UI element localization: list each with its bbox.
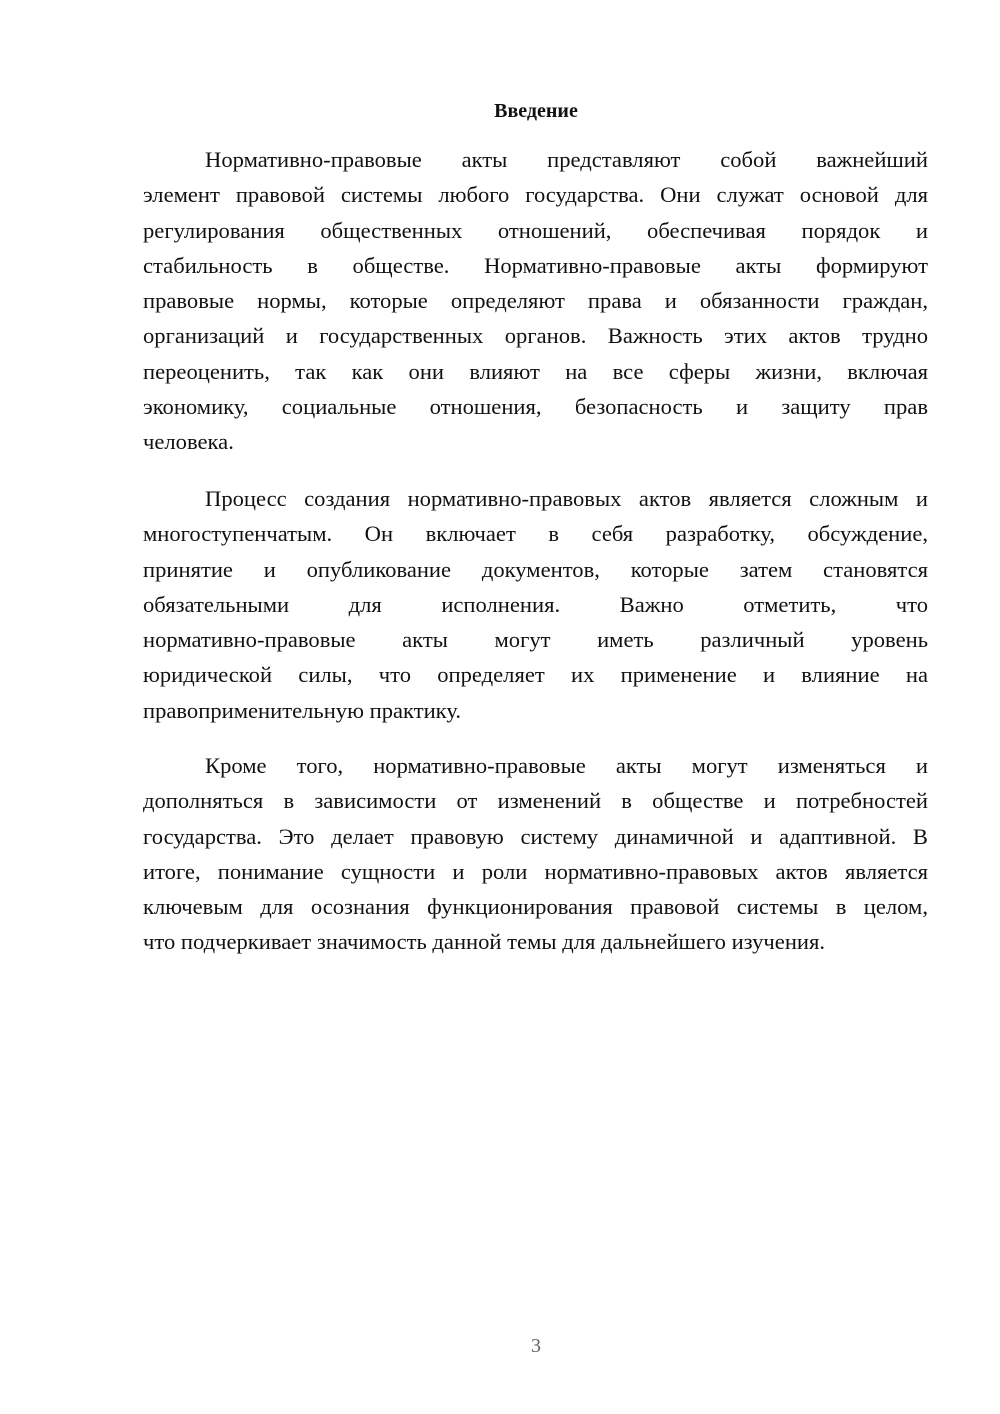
paragraph-line: обязательными для исполнения. Важно отметить, что: [143, 591, 928, 617]
paragraph-1: [143, 142, 928, 460]
paragraph-line: организаций и государственных органов. Важность этих актов трудно: [143, 323, 928, 349]
paragraph-line: многоступенчатым. Он включает в себя разработку, обсуждение,: [143, 521, 928, 547]
paragraph-line: стабильность в обществе. Нормативно-правовые акты формируют: [143, 252, 928, 278]
paragraph-2: [143, 481, 928, 728]
paragraph-line: Нормативно-правовые акты представляют собой важнейший: [205, 147, 928, 172]
paragraph-line: правовые нормы, которые определяют права и обязанности граждан,: [143, 288, 928, 314]
paragraph-line: юридической силы, что определяет их применение и влияние на: [143, 662, 928, 688]
paragraph-line: Кроме того, нормативно-правовые акты могут изменяться и: [205, 753, 928, 778]
paragraph-line: принятие и опубликование документов, которые затем становятся: [143, 556, 928, 582]
paragraph-line: что подчеркивает значимость данной темы для дальнейшего изучения.: [143, 929, 826, 955]
paragraph-line: ключевым для осознания функционирования правовой системы в целом,: [143, 894, 928, 920]
page-number: 3: [531, 1335, 541, 1357]
paragraph-line: правоприменительную практику.: [143, 697, 462, 723]
section-title: Введение: [494, 100, 578, 122]
paragraph-line: итоге, понимание сущности и роли нормативно-правовых актов является: [143, 858, 928, 884]
paragraph-line: человека.: [143, 429, 234, 455]
paragraph-line: переоценить, так как они влияют на все сферы жизни, включая: [143, 358, 928, 384]
paragraph-line: регулирования общественных отношений, обеспечивая порядок и: [143, 217, 928, 243]
paragraph-line: элемент правовой системы любого государства. Они служат основой для: [143, 182, 928, 208]
paragraph-3: [143, 748, 928, 960]
paragraph-line: государства. Это делает правовую систему динамичной и адаптивной. В: [143, 823, 928, 849]
paragraph-line: дополняться в зависимости от изменений в обществе и потребностей: [143, 788, 928, 814]
paragraph-line: нормативно-правовые акты могут иметь различный уровень: [143, 627, 928, 653]
paragraph-line: Процесс создания нормативно-правовых актов является сложным и: [205, 486, 928, 511]
paragraph-line: экономику, социальные отношения, безопасность и защиту прав: [143, 394, 928, 420]
